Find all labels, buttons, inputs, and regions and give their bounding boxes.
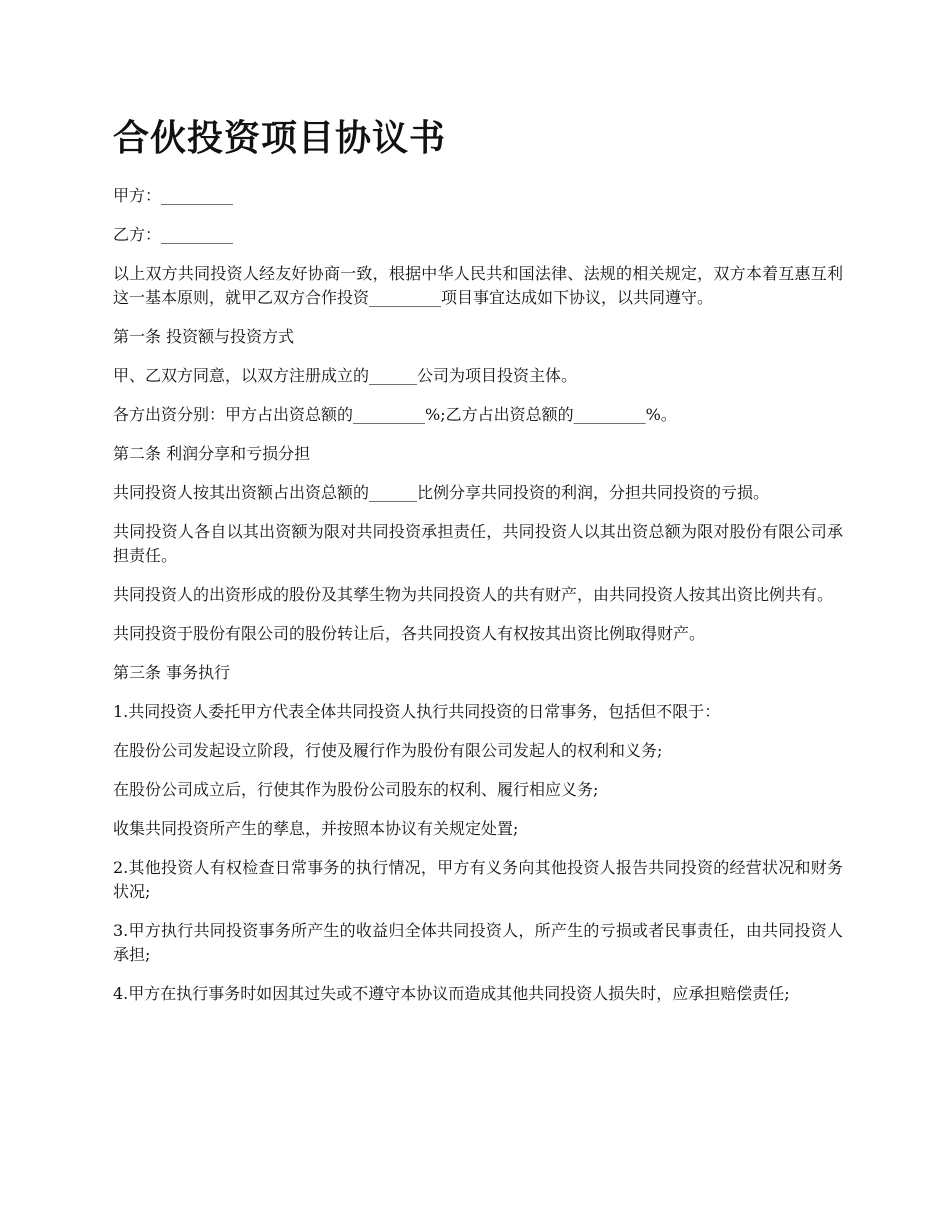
article-2-paragraph: 共同投资人按其出资额占出资总额的______比例分享共同投资的利润，分担共同投资的亏损。 bbox=[113, 483, 770, 502]
document-page bbox=[113, 112, 843, 1021]
article-3-subitem: 在股份公司发起设立阶段，行使及履行作为股份有限公司发起人的权利和义务; bbox=[113, 741, 663, 760]
article-2-paragraph: 共同投资于股份有限公司的股份转让后，各共同投资人有权按其出资比例取得财产。 bbox=[113, 624, 706, 643]
article-3-heading: 第三条 事务执行 bbox=[113, 663, 231, 682]
article-3-item: 2.其他投资人有权检查日常事务的执行情况，甲方有义务向其他投资人报告共同投资的经营状况和财务状况; bbox=[113, 858, 843, 901]
party-a-line: 甲方：_________ bbox=[113, 186, 234, 205]
document-title: 合伙投资项目协议书 bbox=[113, 117, 447, 159]
article-3-subitem: 收集共同投资所产生的孳息，并按照本协议有关规定处置; bbox=[113, 819, 519, 838]
article-2-paragraph: 共同投资人各自以其出资额为限对共同投资承担责任，共同投资人以其出资总额为限对股份有限公司承担责任。 bbox=[113, 522, 843, 565]
article-1-paragraph: 各方出资分别：甲方占出资总额的_________%;乙方占出资总额的_________%。 bbox=[113, 405, 677, 424]
article-3-item: 4.甲方在执行事务时如因其过失或不遵守本协议而造成其他共同投资人损失时，应承担赔偿责任; bbox=[113, 984, 790, 1003]
article-3-subitem: 在股份公司成立后，行使其作为股份公司股东的权利、履行相应义务; bbox=[113, 780, 599, 799]
preamble-paragraph: 以上双方共同投资人经友好协商一致，根据中华人民共和国法律、法规的相关规定，双方本着互惠互利这一基本原则，就甲乙双方合作投资_________项目事宜达成如下协议，以共同遵守。 bbox=[113, 264, 843, 307]
article-1-heading: 第一条 投资额与投资方式 bbox=[113, 327, 295, 346]
party-b-line: 乙方：_________ bbox=[113, 225, 234, 244]
article-3-item: 1.共同投资人委托甲方代表全体共同投资人执行共同投资的日常事务，包括但不限于： bbox=[113, 702, 721, 721]
article-2-heading: 第二条 利润分享和亏损分担 bbox=[113, 444, 311, 463]
article-2-paragraph: 共同投资人的出资形成的股份及其孳生物为共同投资人的共有财产，由共同投资人按其出资比例共有。 bbox=[113, 585, 834, 604]
article-1-paragraph: 甲、乙双方同意，以双方注册成立的______公司为项目投资主体。 bbox=[113, 366, 578, 385]
article-3-item: 3.甲方执行共同投资事务所产生的收益归全体共同投资人，所产生的亏损或者民事责任，由共同投资人承担; bbox=[113, 921, 843, 964]
